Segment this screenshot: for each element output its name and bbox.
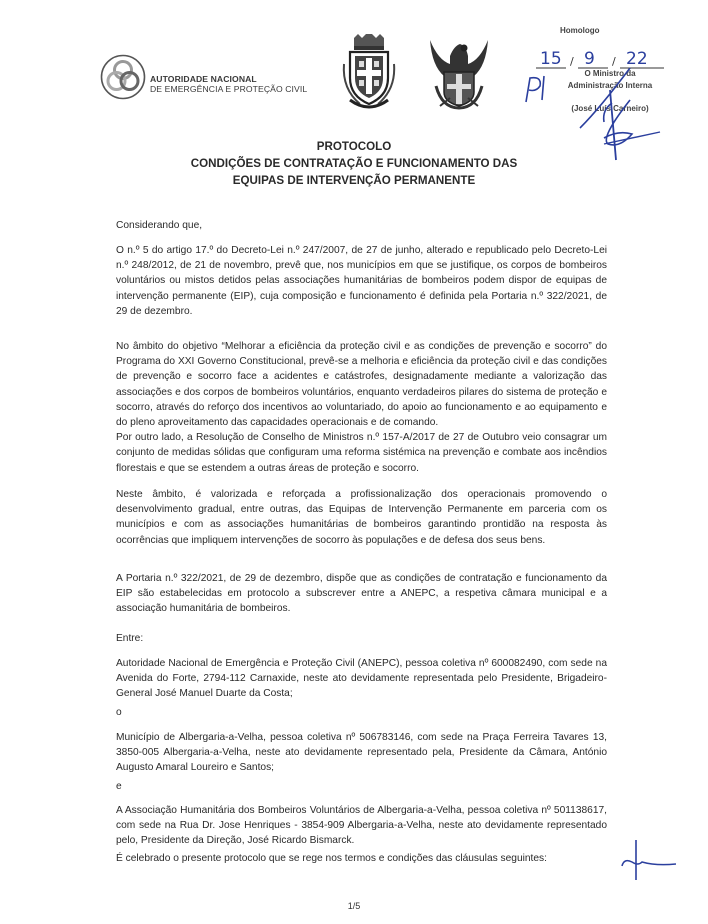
party-anepc bbox=[116, 656, 607, 702]
anepc-logo-icon bbox=[100, 54, 146, 100]
document-title: PROTOCOLO bbox=[316, 140, 392, 153]
minister-title bbox=[540, 68, 680, 92]
page-number: 1/5 bbox=[347, 901, 361, 911]
paragraph: Município de Albergaria-a-Velha, pessoa coletiva nº 506783146, com sede na Praça Ferreira Tavares 13, 3850-005 Albergaria-a-Velha, neste ato devidamente representado pela, Presidente da Câmara, António Augusto Amaral Loureiro e Santos; bbox=[116, 732, 607, 774]
party-municipality bbox=[116, 730, 607, 776]
parties-heading bbox=[116, 631, 607, 646]
party-association bbox=[116, 803, 607, 849]
minister-name: (José Luís Carneiro) bbox=[571, 104, 649, 113]
page-initials-signature bbox=[616, 840, 676, 880]
paragraph: e bbox=[116, 781, 122, 792]
paragraph: O n.º 5 do artigo 17.º do Decreto-Lei n.º 247/2007, de 27 de junho, alterado e republicado pelo Decreto-Lei n.º 248/2012, de 21 de novembro, prevê que, nos municípios em que se justifique, os corpos de bombeiros voluntários ou mistos detidos pelas associações humanitárias de bombeiros podem dispor de equipas de intervenção permanente (EIP), cuja composição e funcionamento é definida pela Portaria n.º 322/2021, de 29 de dezembro. bbox=[116, 245, 607, 317]
firefighters-emblem-icon bbox=[428, 36, 490, 110]
date-month: 9 bbox=[584, 49, 595, 69]
svg-text:/: / bbox=[612, 55, 616, 68]
paragraph-professionalization bbox=[116, 487, 607, 548]
paragraph: É celebrado o presente protocolo que se rege nos termos e condições das cláusulas seguintes: bbox=[116, 853, 547, 864]
org-name bbox=[150, 75, 307, 94]
municipal-crest-icon bbox=[340, 34, 398, 110]
minister-line1: O Ministro da bbox=[584, 69, 636, 78]
org-name-line2: DE EMERGÊNCIA E PROTEÇÃO CIVIL bbox=[150, 83, 308, 94]
closing-statement bbox=[116, 851, 607, 866]
date-year: 22 bbox=[626, 49, 648, 69]
paragraph: o bbox=[116, 707, 122, 718]
conjunction-o bbox=[116, 705, 607, 720]
paragraph-portaria bbox=[116, 571, 607, 617]
homologation-label: Homologo bbox=[560, 26, 600, 35]
paragraph: Neste âmbito, é valorizada e reforçada a profissionalização dos operacionais promovendo o desenvolvimento gradual, entre outras, das Equipas de Intervenção Permanente em parceria com os municípios e com as associações humanitárias de bombeiros garantindo prontidão na resposta às ocorrências que impliquem intervenções de socorro às populações e de defesa dos seus bens. bbox=[116, 489, 607, 546]
date-day: 15 bbox=[540, 49, 562, 69]
conjunction-e bbox=[116, 779, 607, 794]
document-subtitle-line1: CONDIÇÕES DE CONTRATAÇÃO E FUNCIONAMENTO DAS bbox=[190, 157, 518, 170]
paragraph: No âmbito do objetivo “Melhorar a eficiência da proteção civil e as condições de prevenção e socorro” do Programa do XXI Governo Constitucional, prevê-se a melhoria e eficiência da proteção civil e das condições de prevenção e socorro face a acidentes e catástrofes, designadamente mediante a valorização das associações e dos corpos de bombeiros voluntários, enquanto verdadeiros pilares do sistema de proteção e socorro, através do reforço dos incentivos ao voluntariado, do apoio ao funcionamento e ao equipamento e do pleno aproveitamento das capacidades operacionais e de comando. bbox=[116, 341, 607, 429]
intro-considering bbox=[116, 218, 607, 233]
paragraph-objective bbox=[116, 339, 607, 476]
paragraph-decree bbox=[116, 243, 607, 319]
svg-text:/: / bbox=[570, 55, 574, 68]
document-subtitle-line2: EQUIPAS DE INTERVENÇÃO PERMANENTE bbox=[232, 174, 476, 187]
paragraph: A Portaria n.º 322/2021, de 29 de dezembro, dispõe que as condições de contratação e funcionamento da EIP são estabelecidas em protocolo a subscrever entre a ANEPC, a respetiva câmara municipal e a associação humanitária de bombeiros. bbox=[116, 573, 607, 615]
minister-line2: Administração Interna bbox=[567, 81, 653, 90]
paragraph: Por outro lado, a Resolução de Conselho de Ministros n.º 157-A/2017 de 27 de Outubro veio consagrar um conjunto de medidas sólidas que configuram uma reforma sistémica na prevenção e combate aos incêndios florestais e que se estendem a outras áreas de proteção e socorro. bbox=[116, 432, 607, 474]
org-name-line1: AUTORIDADE NACIONAL bbox=[150, 74, 257, 84]
paragraph: Considerando que, bbox=[116, 220, 203, 231]
paragraph: Entre: bbox=[116, 633, 144, 644]
paragraph: A Associação Humanitária dos Bombeiros Voluntários de Albergaria-a-Velha, pessoa coletiva nº 501138617, com sede na Rua Dr. Jose Henriques - 3854-909 Albergaria-a-Velha, neste ato devidamente representado pelo, Presidente da Direção, José Ricardo Bismarck. bbox=[116, 805, 607, 847]
paragraph: Autoridade Nacional de Emergência e Proteção Civil (ANEPC), pessoa coletiva nº 600082490, com sede na Avenida do Forte, 2794-112 Carnaxide, neste ato devidamente representada pelo Presidente, Brigadeiro-General José Manuel Duarte da Costa; bbox=[116, 658, 607, 700]
handwritten-initials bbox=[522, 72, 552, 108]
